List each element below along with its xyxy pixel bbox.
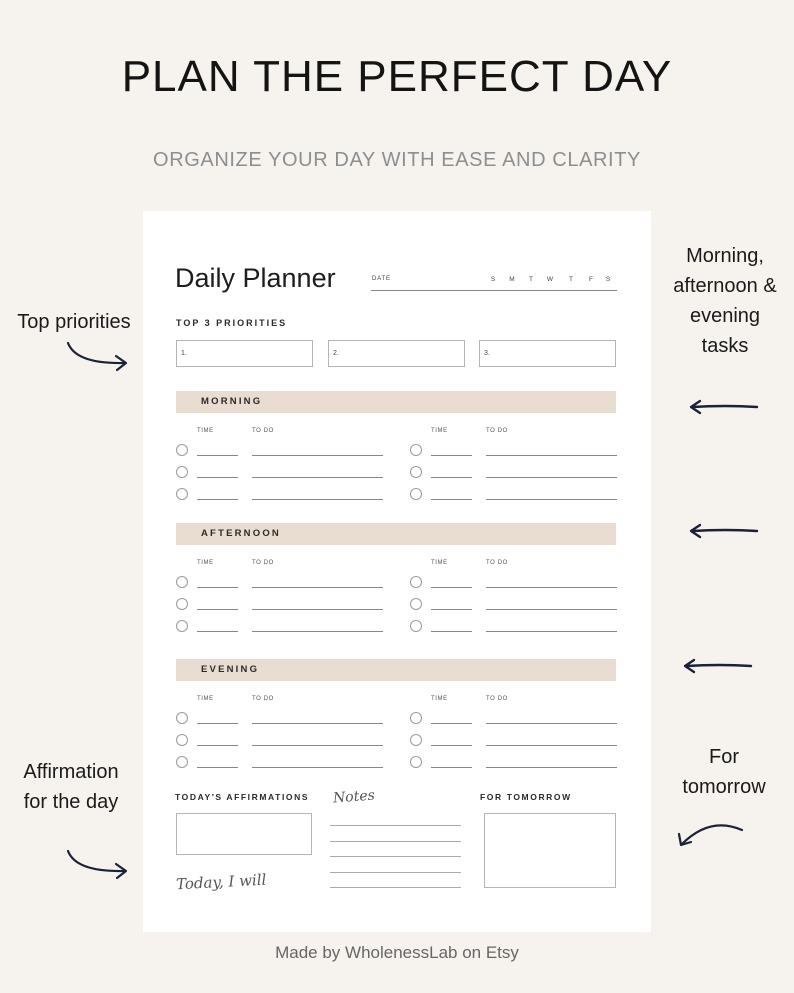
time-line bbox=[431, 745, 472, 746]
time-line bbox=[431, 455, 472, 456]
day-letter: T bbox=[569, 276, 573, 283]
time-line bbox=[431, 587, 472, 588]
callout-affirmation-line: Affirmation bbox=[23, 761, 119, 783]
time-line bbox=[197, 477, 238, 478]
todo-line bbox=[486, 587, 617, 588]
priority-box bbox=[328, 340, 465, 367]
curved-arrow-right-icon bbox=[60, 338, 135, 378]
todo-header: TO DO bbox=[252, 428, 274, 434]
time-line bbox=[197, 745, 238, 746]
planner-sheet bbox=[143, 211, 651, 932]
notes-line bbox=[330, 825, 461, 826]
date-line bbox=[371, 290, 617, 291]
priorities-label: TOP 3 PRIORITIES bbox=[176, 318, 288, 328]
section-title: AFTERNOON bbox=[201, 528, 281, 539]
notes-line bbox=[330, 872, 461, 873]
arrow-left-icon bbox=[686, 520, 762, 542]
notes-line bbox=[330, 841, 461, 842]
time-line bbox=[197, 767, 238, 768]
todo-header: TO DO bbox=[486, 428, 508, 434]
time-line bbox=[197, 631, 238, 632]
day-letter: S bbox=[490, 276, 496, 283]
todo-line bbox=[486, 631, 617, 632]
priority-number: 2. bbox=[333, 350, 339, 357]
callout-tomorrow-line: tomorrow bbox=[682, 776, 766, 798]
todo-line bbox=[486, 477, 617, 478]
callout-tomorrow-line: For bbox=[709, 746, 739, 768]
task-checkbox[interactable] bbox=[176, 576, 188, 588]
time-line bbox=[431, 767, 472, 768]
tomorrow-box bbox=[484, 813, 616, 888]
callout-sections-line: afternoon & bbox=[673, 275, 777, 297]
callout-affirmation-line: for the day bbox=[23, 791, 119, 813]
todo-line bbox=[252, 455, 383, 456]
time-line bbox=[197, 455, 238, 456]
tomorrow-label: FOR TOMORROW bbox=[480, 792, 572, 802]
todo-line bbox=[252, 609, 383, 610]
task-checkbox[interactable] bbox=[410, 444, 422, 456]
time-line bbox=[197, 499, 238, 500]
todo-line bbox=[486, 455, 617, 456]
time-header: TIME bbox=[431, 560, 448, 566]
todo-header: TO DO bbox=[486, 696, 508, 702]
task-checkbox[interactable] bbox=[410, 576, 422, 588]
time-line bbox=[197, 723, 238, 724]
time-line bbox=[431, 499, 472, 500]
time-line bbox=[431, 477, 472, 478]
todo-line bbox=[486, 767, 617, 768]
task-checkbox[interactable] bbox=[176, 620, 188, 632]
priority-number: 3. bbox=[484, 350, 490, 357]
todo-line bbox=[252, 745, 383, 746]
task-checkbox[interactable] bbox=[410, 466, 422, 478]
task-checkbox[interactable] bbox=[410, 734, 422, 746]
callout-tomorrow bbox=[662, 742, 786, 802]
priority-number: 1. bbox=[181, 350, 187, 357]
todo-line bbox=[486, 745, 617, 746]
callout-sections bbox=[660, 241, 790, 361]
planner-title: Daily Planner bbox=[175, 263, 336, 293]
section-title: EVENING bbox=[201, 664, 260, 675]
footer-credit: Made by WholenessLab on Etsy bbox=[275, 943, 519, 962]
task-checkbox[interactable] bbox=[176, 444, 188, 456]
task-checkbox[interactable] bbox=[176, 734, 188, 746]
today-script: Today, I will bbox=[175, 870, 267, 894]
task-checkbox[interactable] bbox=[176, 488, 188, 500]
priority-box bbox=[479, 340, 616, 367]
date-label: DATE bbox=[372, 276, 391, 282]
section-band bbox=[176, 659, 616, 681]
notes-label: Notes bbox=[332, 787, 376, 807]
notes-line bbox=[330, 856, 461, 857]
task-checkbox[interactable] bbox=[410, 756, 422, 768]
affirmations-box bbox=[176, 813, 312, 855]
callout-sections-line: Morning, bbox=[686, 245, 764, 267]
time-line bbox=[197, 609, 238, 610]
todo-header: TO DO bbox=[252, 560, 274, 566]
priority-box bbox=[176, 340, 313, 367]
task-checkbox[interactable] bbox=[176, 598, 188, 610]
section-band bbox=[176, 523, 616, 545]
time-header: TIME bbox=[197, 428, 214, 434]
task-checkbox[interactable] bbox=[410, 488, 422, 500]
time-header: TIME bbox=[431, 696, 448, 702]
section-band bbox=[176, 391, 616, 413]
todo-header: TO DO bbox=[486, 560, 508, 566]
callout-sections-line: evening bbox=[689, 305, 761, 327]
task-checkbox[interactable] bbox=[410, 620, 422, 632]
todo-header: TO DO bbox=[252, 696, 274, 702]
day-letter: F bbox=[589, 276, 593, 283]
task-checkbox[interactable] bbox=[410, 598, 422, 610]
time-header: TIME bbox=[197, 696, 214, 702]
arrow-left-icon bbox=[680, 655, 756, 677]
task-checkbox[interactable] bbox=[176, 712, 188, 724]
task-checkbox[interactable] bbox=[176, 756, 188, 768]
headline: PLAN THE PERFECT DAY bbox=[121, 52, 673, 101]
curved-arrow-left-icon bbox=[672, 814, 752, 854]
callout-top-priorities: Top priorities bbox=[17, 311, 131, 333]
day-letter: S bbox=[605, 276, 611, 283]
todo-line bbox=[252, 477, 383, 478]
todo-line bbox=[486, 723, 617, 724]
todo-line bbox=[486, 499, 617, 500]
day-letter: M bbox=[509, 276, 515, 283]
todo-line bbox=[252, 723, 383, 724]
todo-line bbox=[252, 499, 383, 500]
notes-line bbox=[330, 887, 461, 888]
day-letter: T bbox=[529, 276, 533, 283]
callout-sections-line: tasks bbox=[701, 335, 749, 357]
time-line bbox=[431, 609, 472, 610]
time-line bbox=[431, 723, 472, 724]
subheadline: ORGANIZE YOUR DAY WITH EASE AND CLARITY bbox=[153, 149, 641, 171]
day-letter: W bbox=[546, 276, 554, 283]
callout-affirmation bbox=[8, 757, 134, 817]
task-checkbox[interactable] bbox=[176, 466, 188, 478]
time-header: TIME bbox=[431, 428, 448, 434]
section-title: MORNING bbox=[201, 396, 263, 407]
affirmations-label: TODAY'S AFFIRMATIONS bbox=[175, 792, 310, 802]
arrow-left-icon bbox=[686, 396, 762, 418]
time-line bbox=[431, 631, 472, 632]
time-line bbox=[197, 587, 238, 588]
todo-line bbox=[252, 767, 383, 768]
todo-line bbox=[252, 587, 383, 588]
curved-arrow-right-icon bbox=[60, 846, 135, 886]
time-header: TIME bbox=[197, 560, 214, 566]
todo-line bbox=[486, 609, 617, 610]
task-checkbox[interactable] bbox=[410, 712, 422, 724]
todo-line bbox=[252, 631, 383, 632]
